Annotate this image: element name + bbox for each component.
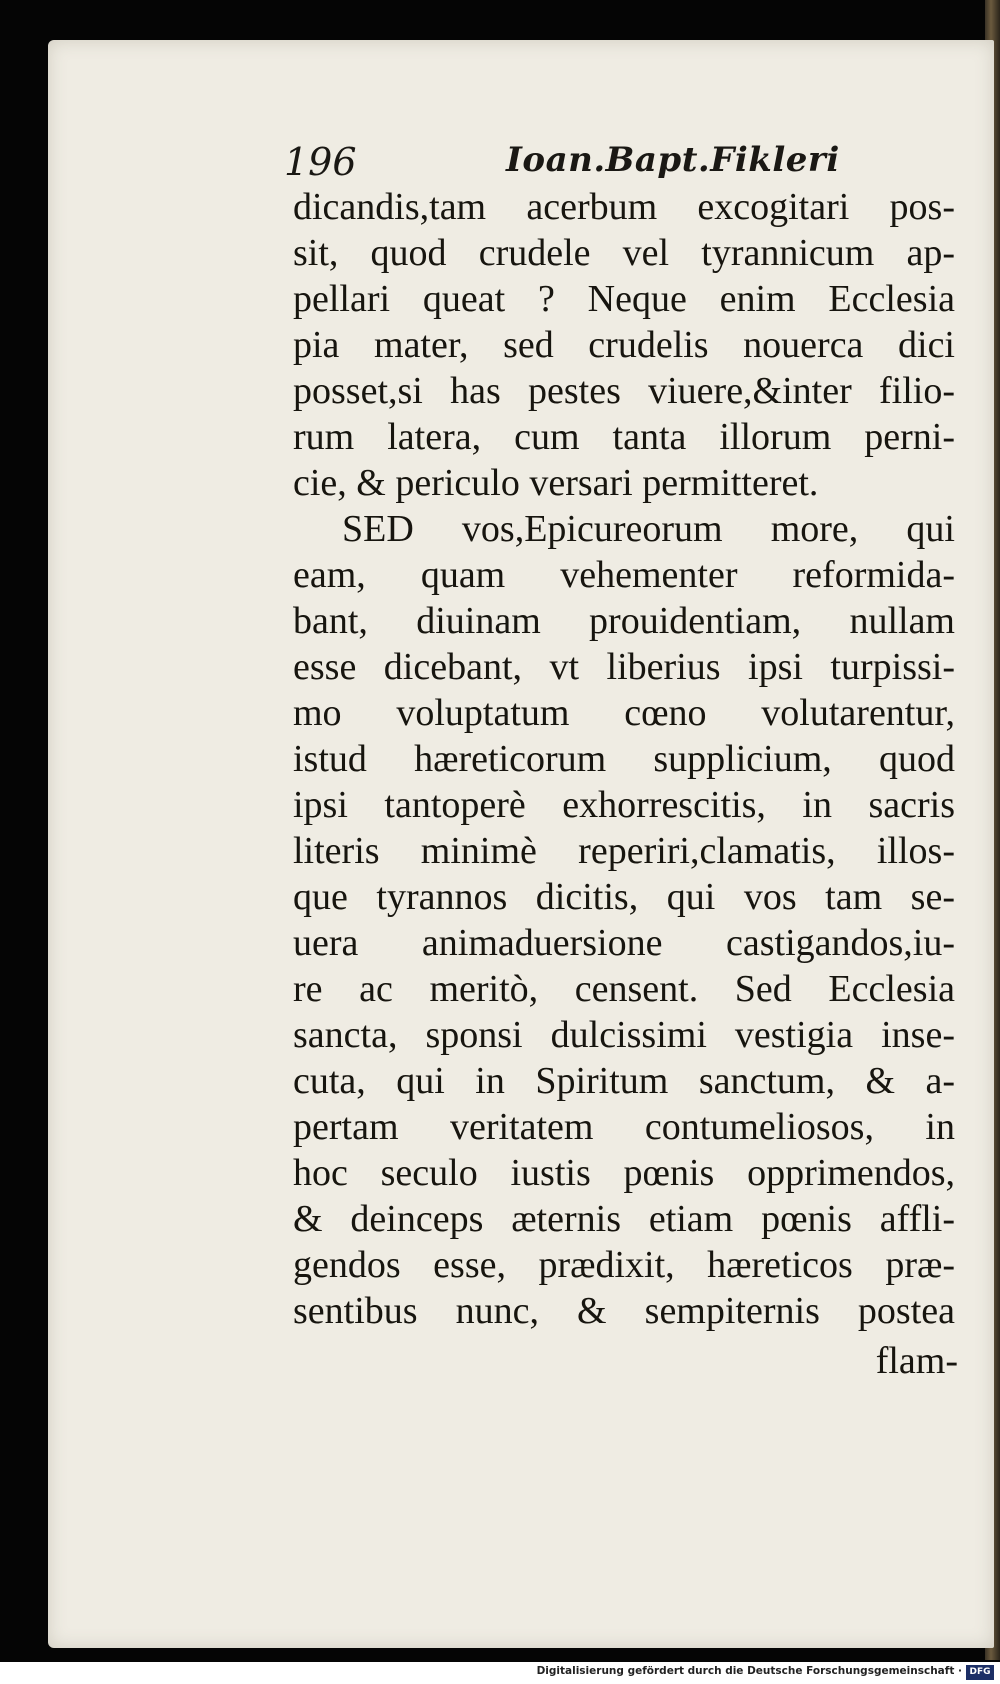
text-line: sancta, sponsi dulcissimi vestigia inse-	[293, 1014, 955, 1056]
page-number: 196	[284, 140, 357, 184]
dfg-logo: DFG	[966, 1665, 994, 1680]
text-line: re ac meritò, censent. Sed Ecclesia	[293, 968, 955, 1010]
text-line: istud hæreticorum supplicium, quod	[293, 738, 955, 780]
text-line: hoc seculo iustis pœnis opprimendos,	[293, 1152, 955, 1194]
text-line: dicandis,tam acerbum excogitari pos-	[293, 186, 955, 228]
text-line: & deinceps æternis etiam pœnis affli-	[293, 1198, 955, 1240]
text-line: esse dicebant, vt liberius ipsi turpissi-	[293, 646, 955, 688]
text-line: posset,si has pestes viuere,&inter filio-	[293, 370, 955, 412]
catchword: flam-	[875, 1340, 958, 1382]
text-line: cuta, qui in Spiritum sanctum, & a-	[293, 1060, 955, 1102]
text-line: bant, diuinam prouidentiam, nullam	[293, 600, 955, 642]
text-line: rum latera, cum tanta illorum perni-	[293, 416, 955, 458]
text-line: eam, quam vehementer reformida-	[293, 554, 955, 596]
text-line: uera animaduersione castigandos,iu-	[293, 922, 955, 964]
footer-strip	[0, 1662, 1000, 1684]
text-line: pellari queat ? Neque enim Ecclesia	[293, 278, 955, 320]
running-head: Ioan.Bapt.Fikleri	[506, 140, 840, 180]
text-line: pia mater, sed crudelis nouerca dici	[293, 324, 955, 366]
text-line: cie, & periculo versari permitteret.	[293, 462, 819, 504]
book-page	[48, 40, 994, 1648]
text-line: ipsi tantoperè exhorrescitis, in sacris	[293, 784, 955, 826]
text-line: SED vos,Epicureorum more, qui	[342, 508, 955, 550]
funding-credit: Digitalisierung gefördert durch die Deutsche Forschungsgemeinschaft ·	[536, 1665, 962, 1677]
text-line: gendos esse, prædixit, hæreticos præ-	[293, 1244, 955, 1286]
text-line: pertam veritatem contumeliosos, in	[293, 1106, 955, 1148]
text-line: sit, quod crudele vel tyrannicum ap-	[293, 232, 955, 274]
text-line: sentibus nunc, & sempiternis postea	[293, 1290, 955, 1332]
text-line: mo voluptatum cœno volutarentur,	[293, 692, 955, 734]
text-line: literis minimè reperiri,clamatis, illos-	[293, 830, 955, 872]
text-line: que tyrannos dicitis, qui vos tam se-	[293, 876, 955, 918]
